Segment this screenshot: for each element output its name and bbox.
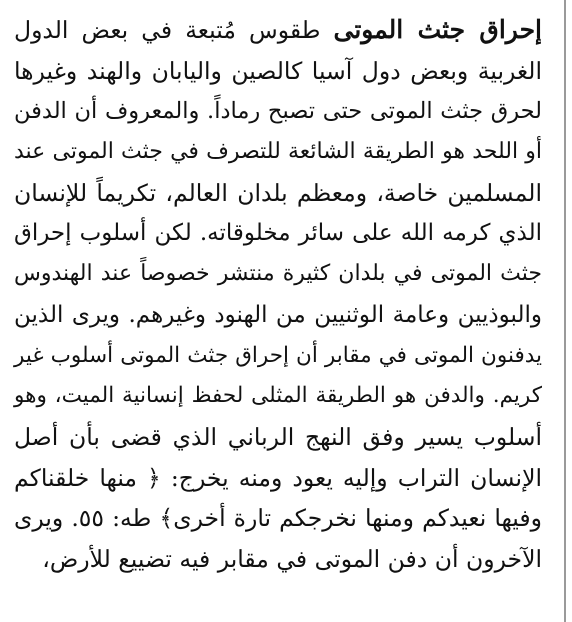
article-line-13: وفيها نعيدكم ومنها نخرجكم تارة أخرى﴾ طه: ٥٥. ويرى — [14, 504, 542, 533]
article-line-14: الآخرون أن دفن الموتى في مقابر فيه تضييع للأرض، — [42, 544, 542, 573]
article-line-4: أو اللحد هو الطريقة الشائعة للتصرف في جثث الموتى عند — [14, 139, 542, 165]
article-line-12: الإنسان التراب وإليه يعود ومنه يخرج: ﴿ منها خلقناكم — [14, 463, 542, 492]
article-line-3: لحرق جثث الموتى حتى تصبح رماداً. والمعروف أن الدفن — [14, 98, 542, 125]
article-line-6: الذي كرمه الله على سائر مخلوقاته. لكن أسلوب إحراق — [14, 220, 542, 247]
article-line-1-text: طقوس مُتبعة في بعض الدول — [14, 16, 321, 44]
article-heading: إحراق جثث الموتى — [333, 15, 542, 44]
article-line-11: أسلوب يسير وفق النهج الرباني الذي قضى بأن أصل — [14, 422, 542, 451]
article-line-8: والبوذيين وعامة الوثنيين من الهنود وغيرهم. ويرى الذين — [14, 301, 542, 328]
article-line-1 — [14, 10, 542, 51]
article-line-9: يدفنون الموتى في مقابر أن إحراق جثث الموتى أسلوب غير — [14, 342, 542, 368]
article-line-7: جثث الموتى في بلدان كثيرة منتشر خصوصاً عند الهندوس — [14, 261, 542, 287]
article-line-2: الغربية وبعض دول آسيا كالصين واليابان والهند وغيرها — [14, 56, 542, 85]
scan-edge-line — [564, 0, 566, 622]
article-line-10: كريم. والدفن هو الطريقة المثلى لحفظ إنسانية الميت، وهو — [14, 383, 542, 409]
article-body — [14, 10, 542, 580]
article-line-5: المسلمين خاصة، ومعظم بلدان العالم، تكريماً للإنسان — [14, 178, 542, 207]
